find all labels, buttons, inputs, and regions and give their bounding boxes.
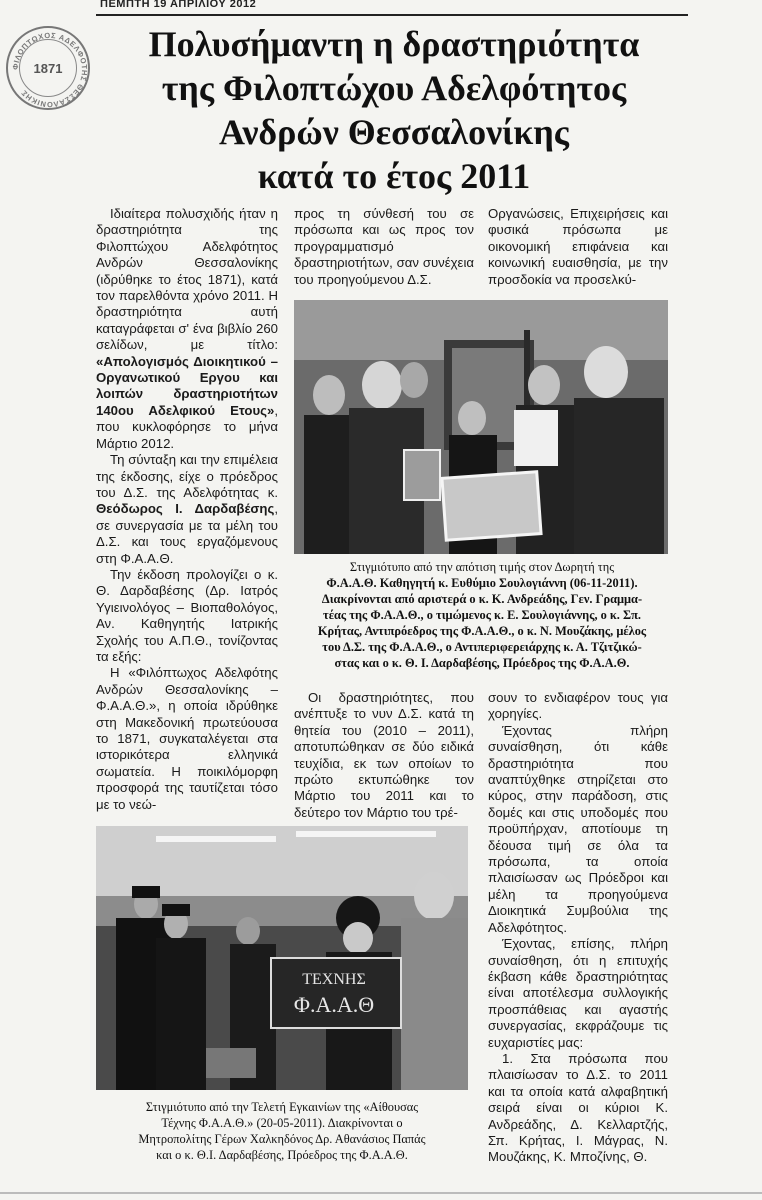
headline-line-3: Ανδρών Θεσσαλονίκης: [219, 112, 569, 152]
caption1-line-2: Φ.Α.Α.Θ. Καθηγητή κ. Ευθύμιο Σουλογιάννη (06-11-2011).: [326, 576, 638, 590]
page-bottom-edge: [0, 1192, 762, 1194]
stamp-year: 1871: [33, 60, 63, 76]
banner-text-2: Φ.Α.Α.Θ: [293, 992, 375, 1017]
article-column-2-mid: [294, 690, 474, 821]
col1-paragraph-1: [96, 206, 278, 452]
col1-paragraph-3: Την έκδοση προλογίζει ο κ. Θ. Δαρδαβέσης (Δρ. Ιατρός Υγιεινολόγος – Βιοπαθολόγος, Αν. Καθηγητής Ιατρικής Σχολής του Α.Π.Θ., τονίζοντας τα εξής:: [96, 566, 278, 664]
col1-p2-end: , σε συνεργασία με τα μέλη του Δ.Σ. και τους εργαζόμενους στη Φ.Α.Α.Θ.: [96, 501, 278, 566]
col3-mid-paragraph-4: 1. Στα πρόσωπα που πλαισίωσαν το Δ.Σ. το 2011 και τα οποία κατά αλφαβητική σειρά είναι οι κύριοι Κ. Ανδρεάδης, Δ. Κελλαρτζής, Σπ. Κρήτας, Ι. Μάγρας, Ν. Μουζάκης, Κ. Μποζίνης, Θ.: [488, 1050, 668, 1165]
col3-top-paragraph: Οργανώσεις, Επιχειρήσεις και φυσικά πρόσωπα με οικονομική επιφάνεια και κοινωνική ευαισθησία, με την προσδοκία να προσελκύ-: [488, 206, 668, 287]
inauguration-photo-caption: [96, 1099, 468, 1163]
headline-line-2: της Φιλοπτώχου Αδελφότητος: [161, 68, 627, 108]
svg-text:ΦΙΛΟΠΤΩΧΟΣ ΑΔΕΛΦΟΤΗΣ ΘΕΣΣΑΛΟΝΙ: [11, 31, 89, 109]
article-column-1: [96, 206, 278, 813]
caption1-line-4: τέας της Φ.Α.Α.Θ., ο τιμώμενος κ. Ε. Σουλογιάννης, ο κ. Σπ.: [323, 608, 641, 622]
caption1-line-1: Στιγμιότυπο από την απότιση τιμής στον Δωρητή της: [349, 560, 615, 574]
col3-mid-paragraph-1: σουν το ενδιαφέρον τους για χορηγίες.: [488, 690, 668, 722]
col3-mid-paragraph-2: Έχοντας πλήρη συναίσθηση, ότι κάθε δραστηριότητα που αναπτύχθηκε στηρίζεται στο κύρος, στην παράδοση, στις δομές και στις υποδομές που προϋπήρχαν, αποτίουμε τη δέουσα τιμή σε όλα τα πρόσωπα, τα οποία πλαισίωσαν ως Πρόεδροι και μέλη τα προηγούμενα Διοικητικά Συμβούλια της Αδελφότητος.: [488, 722, 668, 935]
headline-line-4: κατά το έτος 2011: [257, 156, 531, 196]
col1-p1-text: Ιδιαίτερα πολυσχιδής ήταν η δραστηριότητα της Φιλοπτώχου Αδελφότητος Ανδρών Θεσσαλονίκης (ιδρύθηκε το έτος 1871), κατά τον παρελθόντα χρόνο 2011. Η δραστηριότητα αυτή καταγράφεται σ' ένα βιβλίο 260 σελίδων, με τίτλο:: [96, 206, 278, 353]
article-column-2-top: [294, 206, 474, 288]
caption2-line-4: και ο κ. Θ.Ι. Δαρδαβέσης, Πρόεδρος της Φ.Α.Α.Θ.: [156, 1148, 408, 1162]
president-name: Θεόδωρος Ι. Δαρδαβέσης: [96, 501, 275, 517]
archive-stamp: [6, 26, 90, 110]
award-ceremony-photo-graphic: [294, 300, 668, 554]
col3-mid-paragraph-3: Έχοντας, επίσης, πλήρη συναίσθηση, ότι η επιτυχής έκβαση κάθε δραστηριότητας είναι αποτέλεσμα συλλογικής προσπάθειας και αγαστής συνεργασίας, εκφράζουμε τις ευχαριστίες μας:: [488, 936, 668, 1050]
award-ceremony-photo: [294, 300, 668, 554]
issue-date: ΠΕΜΠΤΗ 19 ΑΠΡΙΛΙΟΥ 2012: [100, 0, 257, 8]
inauguration-photo: [96, 826, 468, 1090]
inauguration-photo-graphic: [96, 826, 468, 1090]
col1-paragraph-4: Η «Φιλόπτωχος Αδελφότης Ανδρών Θεσσαλονίκης – Φ.Α.Α.Θ.», η οποία ιδρύθηκε στη Μακεδονική πρωτεύουσα το 1871, συγκαταλέγεται στα ιστορικότερα ελληνικά σωματεία. Η ποικιλόμορφη προσφορά της ταυτίζεται τόσο με το νεώ-: [96, 665, 278, 812]
col2-top-paragraph: προς τη σύνθεσή του σε πρόσωπα και ως προς τον προγραμματισμό δραστηριοτήτων, σαν συνέχεια του προηγούμενου Δ.Σ.: [294, 206, 474, 287]
banner-text-1: ΤΕΧΝΗΣ: [302, 971, 366, 988]
col1-p2-text: Τη σύνταξη και την επιμέλεια της έκδοσης, είχε ο πρόεδρος του Δ.Σ. της Αδελφότητας κ.: [96, 452, 278, 500]
col1-p1-end: , που κυκλοφόρησε το μήνα Μάρτιο 2012.: [96, 402, 278, 451]
article-headline: [100, 22, 688, 198]
award-photo-caption: [296, 559, 668, 671]
caption1-line-5: Κρήτας, Αντιπρόεδρος της Φ.Α.Α.Θ., ο κ. Ν. Μουζάκης, μέλος: [317, 624, 647, 638]
col1-paragraph-2: [96, 452, 278, 567]
article-column-3-mid: [488, 690, 668, 1166]
article-column-3-top: [488, 206, 668, 288]
caption1-line-6: του Δ.Σ. της Φ.Α.Α.Θ., ο Αντιπεριφερειάρχης κ. Α. Τζιτζικώ-: [322, 640, 642, 654]
caption2-line-2: Τέχνης Φ.Α.Α.Θ.» (20-05-2011). Διακρίνονται ο: [161, 1116, 403, 1130]
header-rule: [96, 14, 688, 16]
book-title: «Απολογισμός Διοικητικού – Οργανωτικού Εργου και λοιπών δραστηριοτήτων 140ου Αδελφικού Ετους»: [96, 353, 278, 418]
stamp-ring-graphic: [8, 28, 92, 112]
caption1-line-7: στας και ο κ. Θ. Ι. Δαρδαβέσης, Πρόεδρος της Φ.Α.Α.Θ.: [334, 656, 630, 670]
stamp-ring-text: ΦΙΛΟΠΤΩΧΟΣ ΑΔΕΛΦΟΤΗΣ ΘΕΣΣΑΛΟΝΙΚΗΣ: [10, 30, 90, 110]
col2-mid-paragraph: Οι δραστηριότητες, που ανέπτυξε το νυν Δ.Σ. κατά τη θητεία του (2010 – 2011), αποτυπώθηκαν σε δύο ειδικά τευχίδια, εκ των οποίων το πρώτο εκτυπώθηκε τον Μάρτιο του 2011 και το δεύτερο τον Μάρτιο του τρέ-: [294, 690, 474, 820]
caption2-line-3: Μητροπολίτης Γέρων Χαλκηδόνος Δρ. Αθανάσιος Παπάς: [138, 1132, 426, 1146]
caption2-line-1: Στιγμιότυπο από την Τελετή Εγκαινίων της «Αίθουσας: [145, 1100, 419, 1114]
caption1-line-3: Διακρίνονται από αριστερά ο κ. Κ. Ανδρεάδης, Γεν. Γραμμα-: [321, 592, 643, 606]
headline-line-1: Πολυσήμαντη η δραστηριότητα: [148, 24, 640, 64]
